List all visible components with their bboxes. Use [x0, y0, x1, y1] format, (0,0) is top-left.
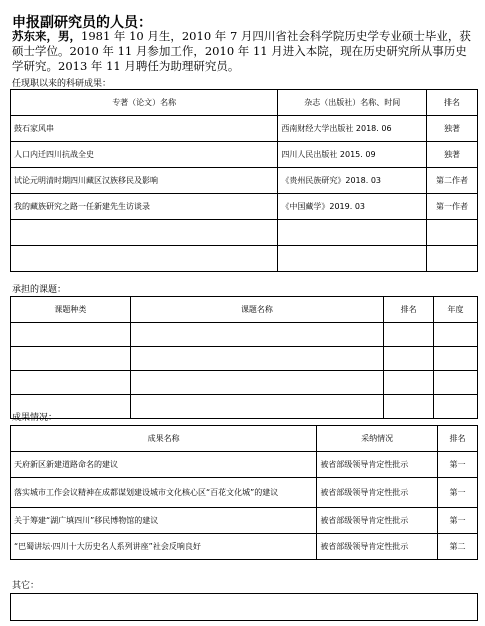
research-rank-cell — [427, 220, 478, 246]
projects-cell — [384, 371, 434, 395]
results-col-name: 成果名称 — [11, 426, 317, 452]
table-row — [11, 395, 478, 419]
results-header-row — [11, 426, 478, 452]
projects-cell — [11, 323, 131, 347]
projects-col-year: 年度 — [434, 297, 478, 323]
research-publisher-cell: 四川人民出版社 2015. 09 — [278, 142, 427, 168]
section-projects-label: 承担的课题： — [12, 285, 67, 295]
applicant-bio: 1981 年 10 月生，2010 年 7 月四川省社会科学院历史学专业硕士毕业，获硕士学位。2010 年 11 月参加工作，2010 年 11 月进入本院，现在历史研究所从事历史学研究。2013 年 11 月聘任为助理研究员。 — [12, 29, 471, 73]
research-title-cell: 鼓石家风串 — [11, 116, 278, 142]
table-row — [11, 534, 478, 560]
research-publisher-cell — [278, 246, 427, 272]
research-publisher-cell: 西南财经大学出版社 2018. 06 — [278, 116, 427, 142]
research-rank-cell: 独著 — [427, 142, 478, 168]
section-other-label: 其它： — [12, 581, 40, 591]
results-adoption-cell: 被省部级领导肯定性批示 — [317, 452, 438, 478]
results-name-cell: 落实城市工作会议精神在成都谋划建设城市文化核心区“百花文化城”的建议 — [11, 478, 317, 508]
other-box — [10, 593, 478, 621]
table-row — [11, 371, 478, 395]
research-rank-cell — [427, 246, 478, 272]
table-row — [11, 168, 478, 194]
research-title-cell — [11, 220, 278, 246]
results-rank-cell: 第一 — [438, 508, 478, 534]
projects-cell — [11, 371, 131, 395]
results-adoption-cell: 被省部级领导肯定性批示 — [317, 534, 438, 560]
projects-header-row — [11, 297, 478, 323]
projects-cell — [11, 347, 131, 371]
projects-col-name: 课题名称 — [130, 297, 383, 323]
table-row — [11, 194, 478, 220]
projects-cell — [434, 371, 478, 395]
results-adoption-cell: 被省部级领导肯定性批示 — [317, 508, 438, 534]
page-heading: 申报副研究员的人员： — [12, 15, 152, 31]
table-row — [11, 452, 478, 478]
results-name-cell: “巴蜀讲坛·四川十大历史名人系列讲座”社会反响良好 — [11, 534, 317, 560]
projects-col-rank: 排名 — [384, 297, 434, 323]
projects-cell — [434, 323, 478, 347]
table-row — [11, 478, 478, 508]
research-col-publisher: 杂志（出版社）名称、时间 — [278, 90, 427, 116]
research-publisher-cell: 《中国藏学》2019. 03 — [278, 194, 427, 220]
research-title-cell: 我的藏族研究之路一任新建先生访谈录 — [11, 194, 278, 220]
projects-table — [10, 296, 478, 419]
projects-cell — [130, 347, 383, 371]
projects-cell — [130, 323, 383, 347]
research-title-cell — [11, 246, 278, 272]
projects-cell — [434, 347, 478, 371]
results-adoption-cell: 被省部级领导肯定性批示 — [317, 478, 438, 508]
table-row — [11, 246, 478, 272]
research-title-cell: 试论元明清时期四川藏区汉族移民及影响 — [11, 168, 278, 194]
results-col-adoption: 采纳情况 — [317, 426, 438, 452]
research-publisher-cell — [278, 220, 427, 246]
results-rank-cell: 第一 — [438, 452, 478, 478]
research-col-rank: 排名 — [427, 90, 478, 116]
section-results-label: 成果情况： — [12, 413, 58, 423]
results-name-cell: 天府新区新建道路命名的建议 — [11, 452, 317, 478]
projects-cell — [130, 371, 383, 395]
table-row — [11, 142, 478, 168]
results-name-cell: 关于筹建“湖广填四川”移民博物馆的建议 — [11, 508, 317, 534]
projects-cell — [434, 395, 478, 419]
research-publisher-cell: 《贵州民族研究》2018. 03 — [278, 168, 427, 194]
table-row — [11, 508, 478, 534]
table-row — [11, 347, 478, 371]
projects-cell — [384, 347, 434, 371]
research-table — [10, 89, 478, 272]
applicant-name: 苏东来，男， — [12, 29, 81, 43]
table-row — [11, 116, 478, 142]
results-table — [10, 425, 478, 560]
research-title-cell: 人口内迁四川抗战全史 — [11, 142, 278, 168]
section-research-label: 任现职以来的科研成果： — [12, 79, 112, 89]
research-rank-cell: 独著 — [427, 116, 478, 142]
applicant-intro — [12, 29, 477, 74]
results-col-rank: 排名 — [438, 426, 478, 452]
results-rank-cell: 第二 — [438, 534, 478, 560]
table-row — [11, 220, 478, 246]
research-rank-cell: 第一作者 — [427, 194, 478, 220]
projects-col-type: 课题种类 — [11, 297, 131, 323]
projects-cell — [384, 395, 434, 419]
projects-cell — [130, 395, 383, 419]
research-col-title: 专著（论文）名称 — [11, 90, 278, 116]
table-row — [11, 323, 478, 347]
projects-cell — [384, 323, 434, 347]
research-header-row — [11, 90, 478, 116]
research-rank-cell: 第二作者 — [427, 168, 478, 194]
results-rank-cell: 第一 — [438, 478, 478, 508]
